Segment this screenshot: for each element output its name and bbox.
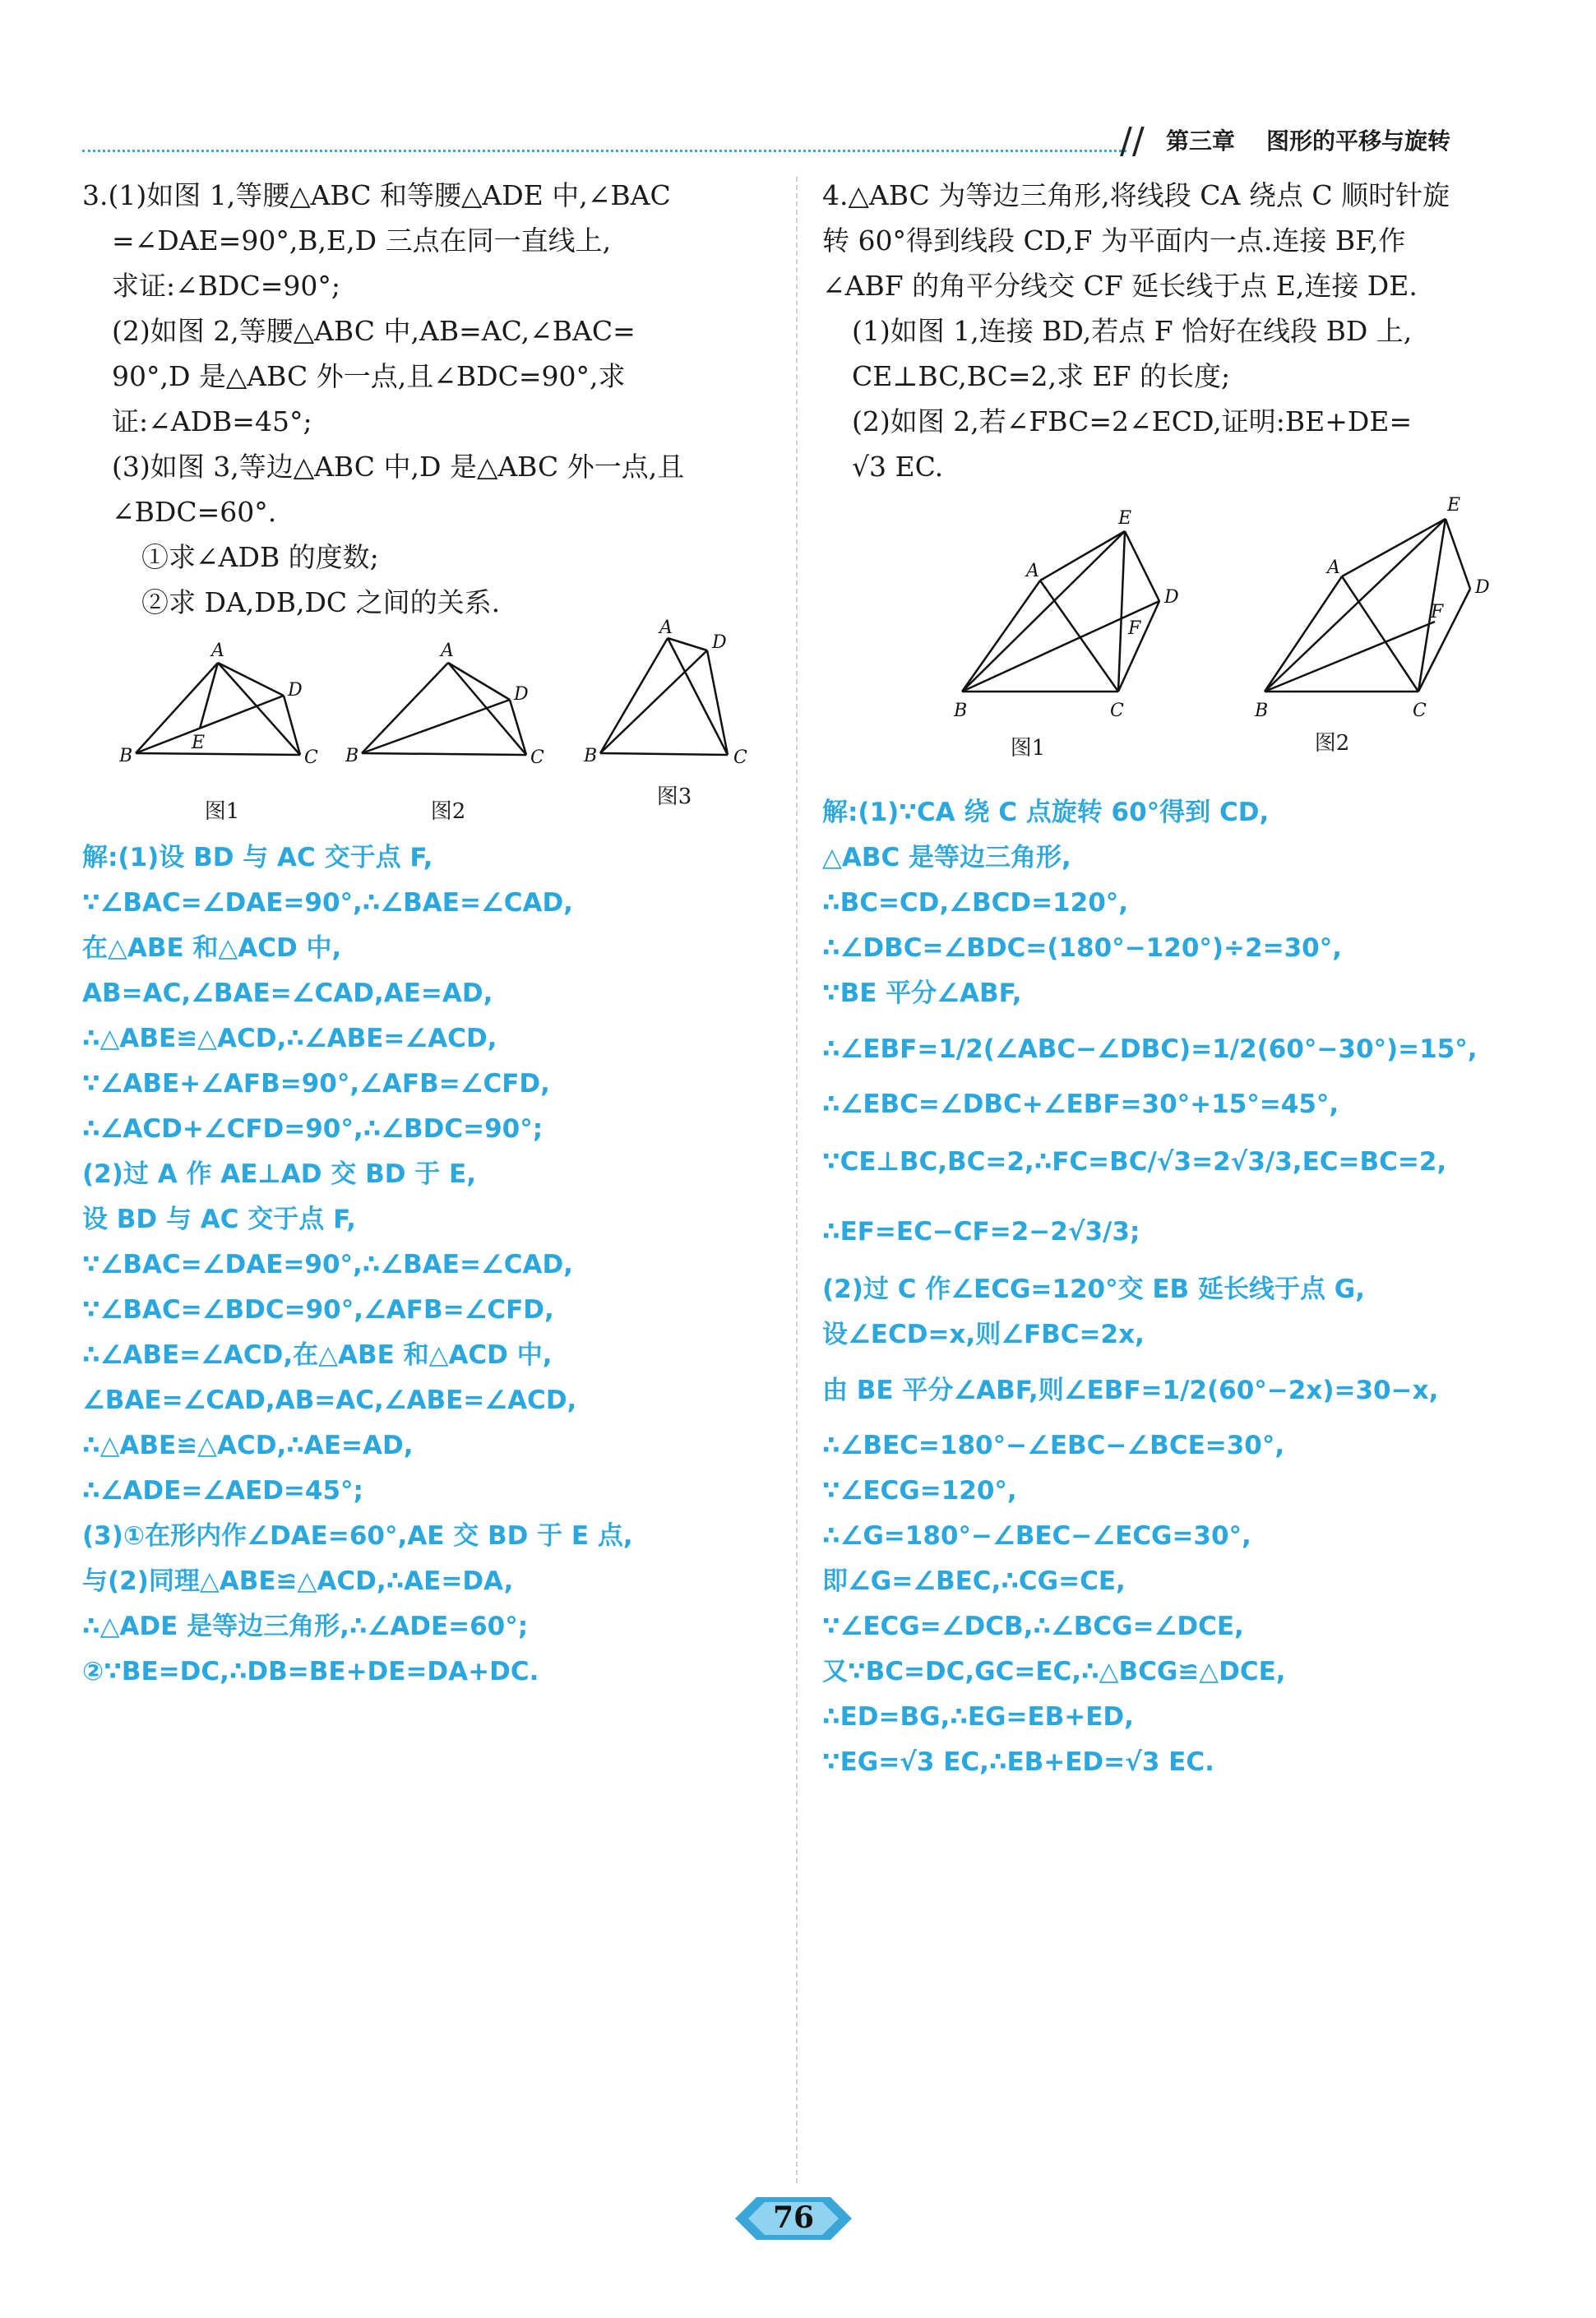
solution-line: ∵∠ABE+∠AFB=90°,∠AFB=∠CFD,: [82, 1069, 550, 1099]
fig-label: A: [211, 641, 224, 661]
figure-caption: 图2: [1314, 731, 1350, 756]
solution-line: ∴∠EBF=1/2(∠ABC−∠DBC)=1/2(60°−30°)=15°,: [822, 1034, 1478, 1064]
solution-line: 与(2)同理△ABE≌△ACD,∴AE=DA,: [82, 1566, 514, 1596]
fig-label: D: [1164, 587, 1179, 608]
figure-4-1: [946, 494, 1209, 761]
solution-line: ∴∠DBC=∠BDC=(180°−120°)÷2=30°,: [822, 933, 1342, 963]
problem-line: 90°,D 是△ABC 外一点,且∠BDC=90°,求: [112, 360, 626, 392]
solution-line: ∵∠ECG=120°,: [822, 1476, 1017, 1506]
problem-line: CE⊥BC,BC=2,求 EF 的长度;: [852, 360, 1231, 392]
figure-caption: 图2: [430, 799, 466, 824]
page-number-badge: [732, 2194, 855, 2243]
fig-label: C: [1413, 701, 1427, 721]
figure-4-1-diagram: [946, 494, 1209, 741]
problem-line: (2)如图 2,若∠FBC=2∠ECD,证明:BE+DE=: [852, 405, 1413, 437]
fig-label: B: [1255, 701, 1269, 721]
solution-line: ∴∠ABE=∠ACD,在△ABE 和△ACD 中,: [82, 1340, 553, 1370]
solution-line: ∴EF=EC−CF=2−2√3/3;: [822, 1217, 1140, 1247]
figure-3-2: [345, 630, 551, 825]
solution-line: (3)①在形内作∠DAE=60°,AE 交 BD 于 E 点,: [82, 1521, 633, 1551]
fig-label: C: [1110, 701, 1124, 721]
fig-label: A: [1026, 561, 1039, 581]
figure-3-1-diagram: [119, 630, 325, 794]
fig-label: B: [954, 701, 968, 721]
fig-label: C: [530, 747, 544, 768]
solution-line: 解:(1)设 BD 与 AC 交于点 F,: [82, 843, 433, 872]
solution-line: (2)过 A 作 AE⊥AD 交 BD 于 E,: [82, 1159, 476, 1189]
figure-3-1: [119, 630, 325, 825]
problem-line: ∠BDC=60°.: [112, 496, 277, 528]
solution-line: ∴∠BEC=180°−∠EBC−∠BCE=30°,: [822, 1431, 1285, 1460]
solution-line: ∠BAE=∠CAD,AB=AC,∠ABE=∠ACD,: [82, 1386, 577, 1415]
problem-4: [822, 173, 1497, 489]
solution-line: ∴∠G=180°−∠BEC−∠ECG=30°,: [822, 1521, 1251, 1551]
problem-line: =∠DAE=90°,B,E,D 三点在同一直线上,: [112, 224, 612, 257]
fig-label: E: [1447, 495, 1461, 516]
solution-line: (2)过 C 作∠ECG=120°交 EB 延长线于点 G,: [822, 1275, 1365, 1304]
problem-line: (2)如图 2,等腰△ABC 中,AB=AC,∠BAC=: [112, 315, 636, 347]
page-number: 76: [772, 2200, 815, 2235]
fig-label: F: [1128, 618, 1141, 639]
solution-line: 又∵BC=DC,GC=EC,∴△BCG≌△DCE,: [822, 1657, 1286, 1686]
solution-line: 在△ABE 和△ACD 中,: [82, 933, 342, 963]
solution-line: △ABC 是等边三角形,: [822, 843, 1071, 872]
fig-label: D: [514, 684, 529, 705]
fig-label: A: [441, 641, 454, 661]
solution-line: 设 BD 与 AC 交于点 F,: [82, 1205, 357, 1234]
fig-label: E: [192, 733, 206, 753]
chapter-label: 第三章: [1166, 127, 1236, 155]
solution-line: ∴BC=CD,∠BCD=120°,: [822, 888, 1129, 918]
solution-line: ②∵BE=DC,∴DB=BE+DE=DA+DC.: [82, 1657, 539, 1686]
figure-3-3: [576, 613, 773, 810]
solution-line: ∴△ADE 是等边三角形,∴∠ADE=60°;: [82, 1612, 529, 1641]
problem-line: ∠ABF 的角平分线交 CF 延长线于点 E,连接 DE.: [822, 270, 1418, 302]
problem-line: (1)如图 1,连接 BD,若点 F 恰好在线段 BD 上,: [852, 315, 1413, 347]
figure-4-2: [1250, 470, 1497, 756]
solution-line: ∴ED=BG,∴EG=EB+ED,: [822, 1702, 1134, 1732]
figure-caption: 图1: [1010, 736, 1046, 761]
fig-label: B: [119, 746, 133, 766]
solution-line: ∵BE 平分∠ABF,: [822, 979, 1022, 1008]
left-column: [82, 173, 781, 1695]
right-column: [822, 173, 1497, 1785]
figure-3-2-diagram: [345, 630, 551, 794]
problem-line: 4.△ABC 为等边三角形,将线段 CA 绕点 C 顺时针旋: [822, 179, 1450, 211]
problem-line: (3)如图 3,等边△ABC 中,D 是△ABC 外一点,且: [112, 451, 685, 483]
fig-label: A: [1327, 558, 1340, 578]
solution-line: ∵∠BAC=∠BDC=90°,∠AFB=∠CFD,: [82, 1295, 554, 1325]
solution-3: [82, 835, 781, 1695]
fig-label: A: [659, 618, 673, 638]
solution-line: ∵∠BAC=∠DAE=90°,∴∠BAE=∠CAD,: [82, 888, 573, 918]
figure-caption: 图1: [204, 799, 240, 824]
fig-label: B: [345, 746, 359, 766]
problem-line: 求证:∠BDC=90°;: [112, 270, 340, 302]
solution-line: ∵∠ECG=∠DCB,∴∠BCG=∠DCE,: [822, 1612, 1244, 1641]
column-divider: [796, 177, 798, 2183]
figure-3-3-diagram: [576, 613, 773, 794]
solution-line: ∵∠BAC=∠DAE=90°,∴∠BAE=∠CAD,: [82, 1250, 573, 1279]
solution-line: 设∠ECD=x,则∠FBC=2x,: [822, 1320, 1145, 1349]
problem-line: ②求 DA,DB,DC 之间的关系.: [141, 586, 501, 618]
problem-line: 证:∠ADB=45°;: [112, 405, 312, 437]
fig-label: D: [712, 632, 727, 653]
solution-line: ∴∠ADE=∠AED=45°;: [82, 1476, 363, 1506]
solution-line: 解:(1)∵CA 绕 C 点旋转 60°得到 CD,: [822, 798, 1270, 827]
fig-label: E: [1118, 508, 1132, 529]
header-double-slash: //: [1120, 120, 1145, 162]
solution-line: ∵CE⊥BC,BC=2,∴FC=BC/√3=2√3/3,EC=BC=2,: [822, 1147, 1447, 1177]
solution-line: ∴△ABE≌△ACD,∴AE=AD,: [82, 1431, 414, 1460]
problem-4-figures: [822, 494, 1497, 790]
problem-line: √3 EC.: [852, 451, 944, 483]
header-dotted-rule: [82, 150, 1126, 152]
solution-line: AB=AC,∠BAE=∠CAD,AE=AD,: [82, 979, 493, 1008]
problem-3: [82, 173, 781, 625]
chapter-title: 图形的平移与旋转: [1266, 127, 1451, 155]
page-header: [82, 115, 1497, 164]
fig-label: D: [288, 680, 303, 701]
fig-label: C: [304, 747, 318, 768]
solution-line: ∴∠EBC=∠DBC+∠EBF=30°+15°=45°,: [822, 1090, 1339, 1119]
fig-label: F: [1431, 602, 1444, 622]
solution-line: 由 BE 平分∠ABF,则∠EBF=1/2(60°−2x)=30−x,: [822, 1376, 1439, 1405]
figure-4-2-diagram: [1250, 470, 1497, 741]
fig-label: C: [733, 747, 747, 768]
figure-caption: 图3: [656, 784, 692, 809]
problem-line: ①求∠ADB 的度数;: [141, 541, 379, 573]
solution-line: 即∠G=∠BEC,∴CG=CE,: [822, 1566, 1126, 1596]
problem-line: 转 60°得到线段 CD,F 为平面内一点.连接 BF,作: [822, 224, 1406, 257]
solution-line: ∵EG=√3 EC,∴EB+ED=√3 EC.: [822, 1747, 1214, 1777]
fig-label: D: [1475, 577, 1490, 598]
problem-line: 3.(1)如图 1,等腰△ABC 和等腰△ADE 中,∠BAC: [82, 179, 671, 211]
solution-line: ∴△ABE≌△ACD,∴∠ABE=∠ACD,: [82, 1024, 497, 1053]
solution-line: ∴∠ACD+∠CFD=90°,∴∠BDC=90°;: [82, 1114, 544, 1144]
problem-3-figures: [82, 618, 781, 835]
solution-4: [822, 790, 1497, 1785]
fig-label: B: [584, 746, 598, 766]
